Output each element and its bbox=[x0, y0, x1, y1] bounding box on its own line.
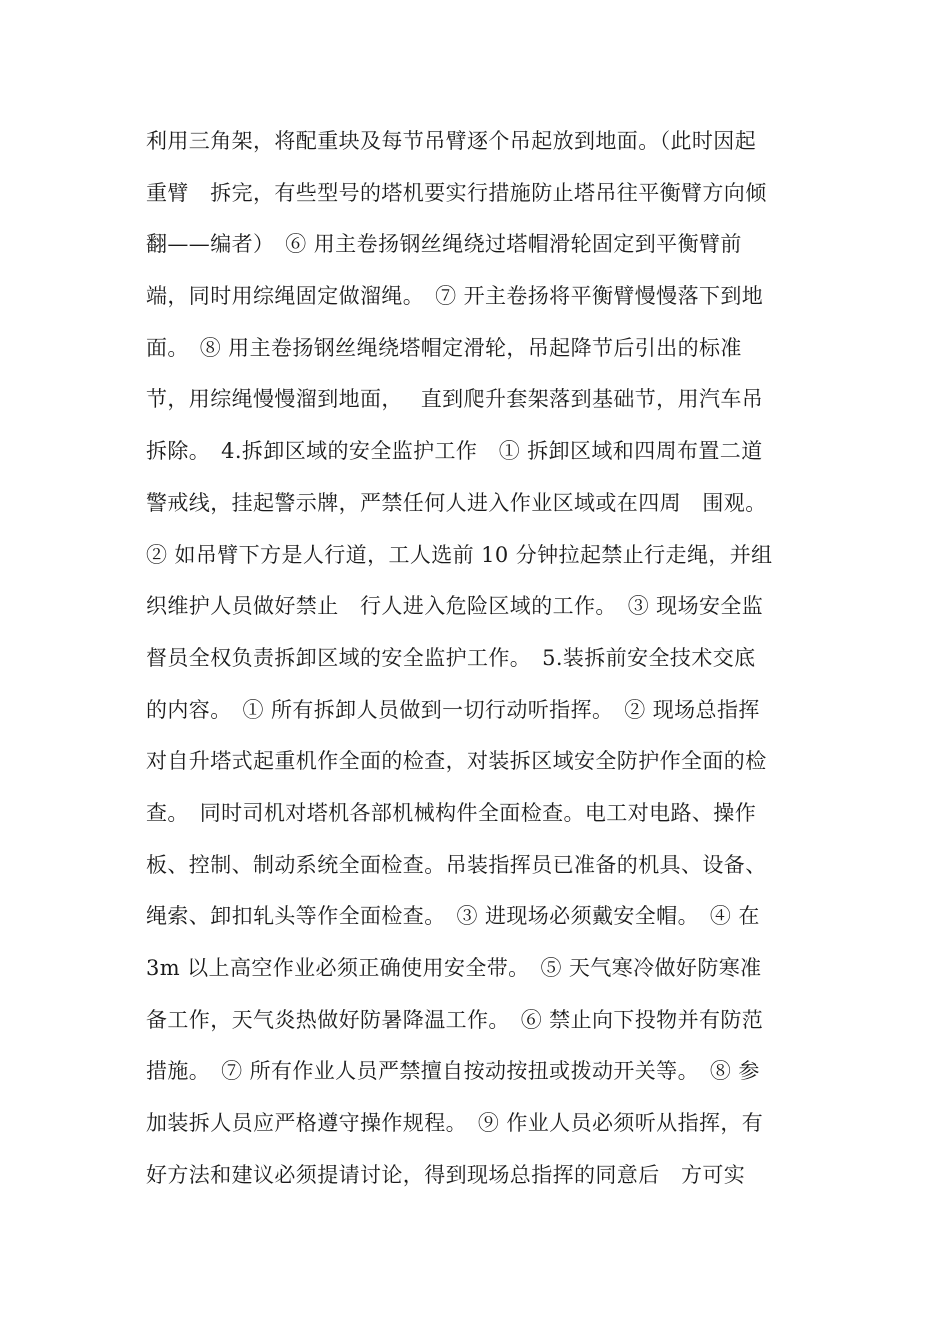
text-line: 板、控制、制动系统全面检查。吊装指挥员已准备的机具、设备、 bbox=[146, 852, 767, 877]
text-line: 利用三角架，将配重块及每节吊臂逐个吊起放到地面。（此时因起 bbox=[146, 129, 757, 153]
text-line: 翻——编者） ⑥ 用主卷扬钢丝绳绕过塔帽滑轮固定到平衡臂前 bbox=[146, 232, 742, 257]
document-body bbox=[146, 116, 826, 1201]
text-line: 措施。 ⑦ 所有作业人员严禁擅自按动按扭或拨动开关等。 ⑧ 参 bbox=[146, 1059, 760, 1084]
text-line: 3m 以上高空作业必须正确使用安全带。 ⑤ 天气寒冷做好防寒准 bbox=[146, 956, 762, 980]
text-line: 面。 ⑧ 用主卷扬钢丝绳绕塔帽定滑轮，吊起降节后引出的标准 bbox=[146, 335, 742, 360]
text-line: 绳索、卸扣轧头等作全面检查。 ③ 进现场必须戴安全帽。 ④ 在 bbox=[146, 904, 760, 929]
text-line: 织维护人员做好禁止 行人进入危险区域的工作。 ③ 现场安全监 bbox=[146, 594, 764, 619]
text-line: 端，同时用综绳固定做溜绳。 ⑦ 开主卷扬将平衡臂慢慢落下到地 bbox=[146, 284, 764, 309]
text-line: 重臂 拆完，有些型号的塔机要实行措施防止塔吊往平衡臂方向倾 bbox=[146, 180, 767, 205]
text-line: 查。 同时司机对塔机各部机械构件全面检查。电工对电路、操作 bbox=[146, 800, 757, 825]
text-line: 的内容。 ① 所有拆卸人员做到一切行动听指挥。 ② 现场总指挥 bbox=[146, 697, 760, 722]
text-line: 督员全权负责拆卸区域的安全监护工作。 5.装拆前安全技术交底 bbox=[146, 645, 756, 670]
text-line: 对自升塔式起重机作全面的检查，对装拆区域安全防护作全面的检 bbox=[146, 749, 767, 774]
text-line: 好方法和建议必须提请讨论，得到现场总指挥的同意后 方可实 bbox=[146, 1162, 746, 1187]
text-line: 节，用综绳慢慢溜到地面， 直到爬升套架落到基础节，用汽车吊 bbox=[146, 387, 764, 412]
text-line: 备工作，天气炎热做好防暑降温工作。 ⑥ 禁止向下投物并有防范 bbox=[146, 1007, 764, 1032]
text-line: 加装拆人员应严格遵守操作规程。 ⑨ 作业人员必须听从指挥，有 bbox=[146, 1111, 764, 1136]
text-line: 警戒线，挂起警示牌，严禁任何人进入作业区域或在四周 围观。 bbox=[146, 490, 767, 515]
text-line: ② 如吊臂下方是人行道，工人选前 10 分钟拉起禁止行走绳，并组 bbox=[146, 542, 773, 567]
text-line: 拆除。 4.拆卸区域的安全监护工作 ① 拆卸区域和四周布置二道 bbox=[146, 439, 763, 464]
